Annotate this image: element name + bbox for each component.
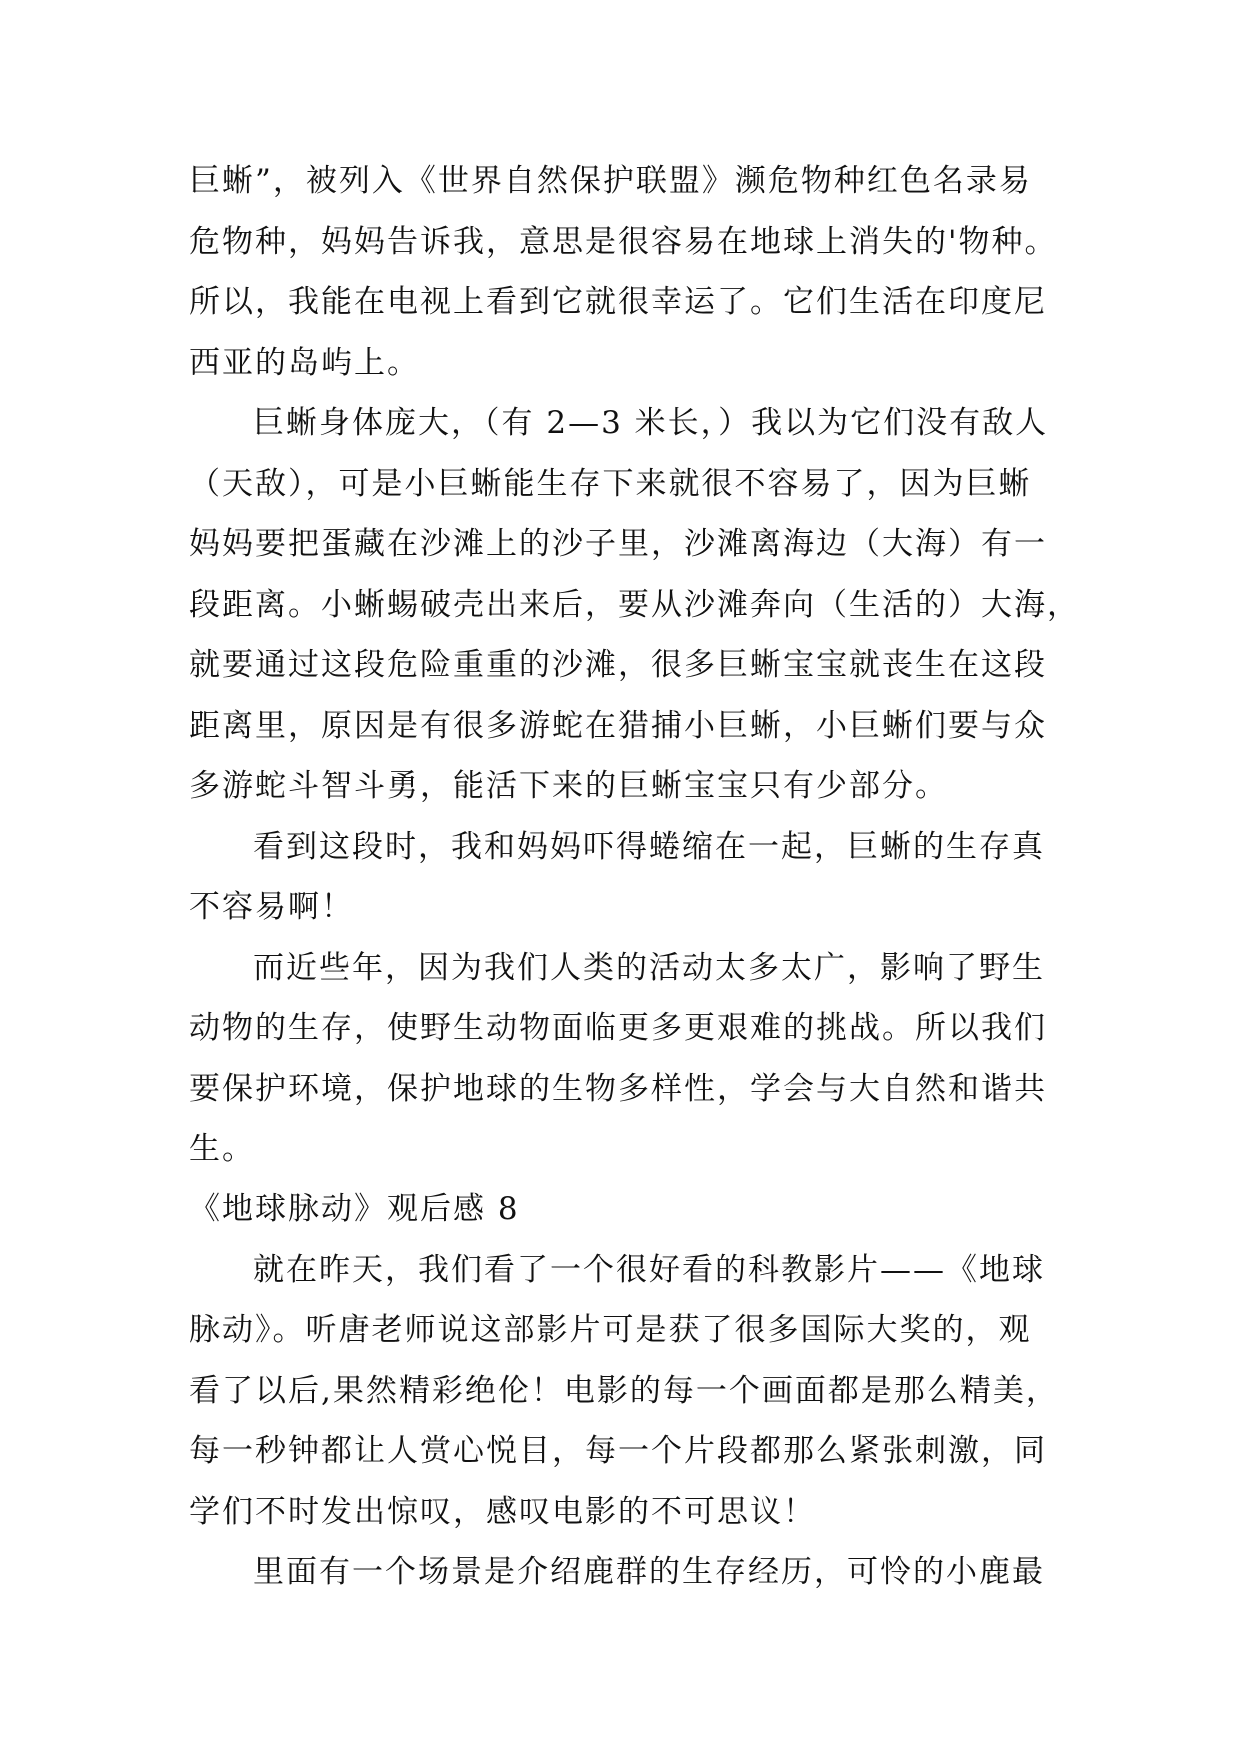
text-line: 脉动》。听唐老师说这部影片可是获了很多国际大奖的，观 (189, 1312, 1032, 1348)
text-line: 就要通过这段危险重重的沙滩，很多巨蜥宝宝就丧生在这段 (189, 647, 1047, 683)
text-line: （天敌），可是小巨蜥能生存下来就很不容易了，因为巨蜥 (189, 466, 1032, 502)
text-line: 学们不时发出惊叹，感叹电影的不可思议！ (189, 1494, 816, 1530)
text-line: 生。 (189, 1131, 255, 1167)
text-line: 巨蜥”，被列入《世界自然保护联盟》濒危物种红色名录易 (189, 163, 1032, 199)
text-line: 妈妈要把蛋藏在沙滩上的沙子里，沙滩离海边（大海）有一 (189, 526, 1047, 562)
text-line: 不容易啊！ (189, 889, 354, 925)
paragraph-first-line: 看到这段时，我和妈妈吓得蜷缩在一起，巨蜥的生存真 (253, 829, 1045, 865)
text-line: 每一秒钟都让人赏心悦目，每一个片段都那么紧张刺激，同 (189, 1433, 1047, 1469)
text-line: 危物种，妈妈告诉我，意思是很容易在地球上消失的'物种。 (189, 224, 1058, 260)
text-line: 段距离。小蜥蜴破壳出来后，要从沙滩奔向（生活的）大海， (189, 587, 1080, 623)
section-heading: 《地球脉动》观后感 8 (189, 1191, 520, 1227)
text-line: 看了以后,果然精彩绝伦！电影的每一个画面都是那么精美， (189, 1373, 1059, 1409)
text-line: 多游蛇斗智斗勇，能活下来的巨蜥宝宝只有少部分。 (189, 768, 948, 804)
text-line: 要保护环境，保护地球的生物多样性，学会与大自然和谐共 (189, 1071, 1047, 1107)
text-line: 动物的生存，使野生动物面临更多更艰难的挑战。所以我们 (189, 1010, 1047, 1046)
paragraph-first-line: 就在昨天，我们看了一个很好看的科教影片——《地球 (253, 1252, 1045, 1288)
paragraph-first-line: 巨蜥身体庞大，（有 2—3 米长，）我以为它们没有敌人 (253, 405, 1049, 441)
paragraph-first-line: 里面有一个场景是介绍鹿群的生存经历，可怜的小鹿最 (253, 1554, 1045, 1590)
text-line: 所以，我能在电视上看到它就很幸运了。它们生活在印度尼 (189, 284, 1047, 320)
paragraph-first-line: 而近些年，因为我们人类的活动太多太广，影响了野生 (253, 950, 1045, 986)
text-line: 西亚的岛屿上。 (189, 345, 420, 381)
text-line: 距离里，原因是有很多游蛇在猎捕小巨蜥，小巨蜥们要与众 (189, 708, 1047, 744)
